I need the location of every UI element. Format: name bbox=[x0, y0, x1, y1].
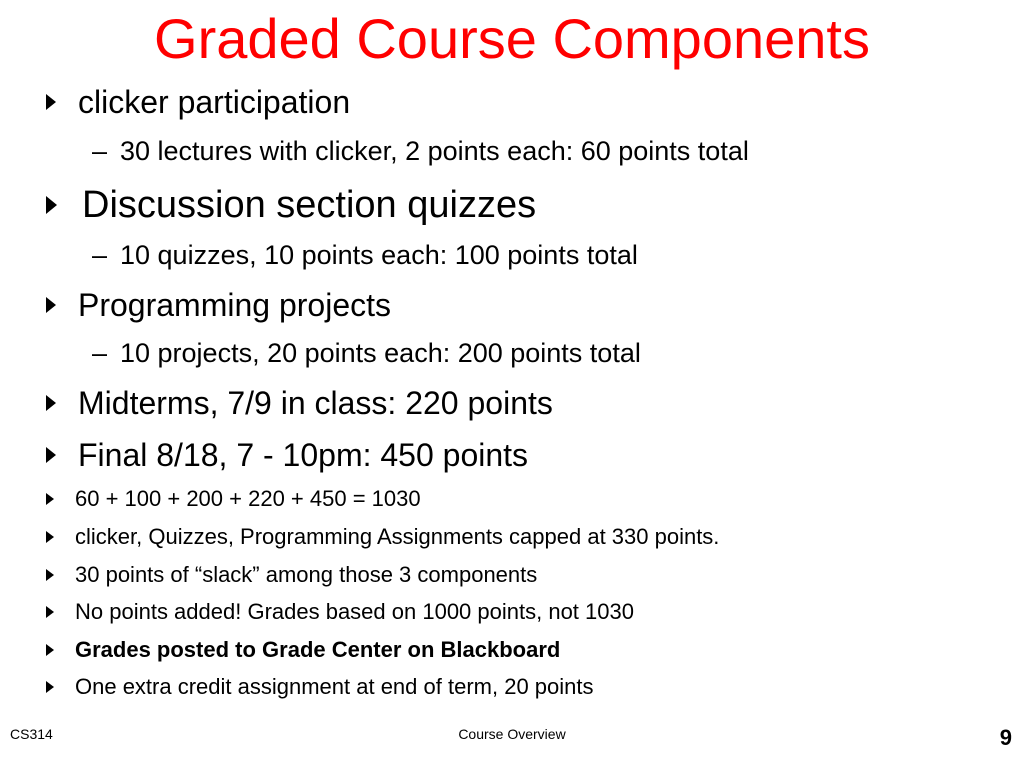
page-number: 9 bbox=[999, 725, 1012, 750]
bullet-text: Final 8/18, 7 - 10pm: 450 points bbox=[78, 437, 529, 473]
bullet-discussion-quizzes bbox=[46, 182, 537, 228]
bullet-points-sum bbox=[46, 484, 421, 514]
bullet-text: Midterms, 7/9 in class: 220 points bbox=[78, 385, 553, 421]
triangle-bullet-icon bbox=[46, 644, 54, 656]
dash-icon: – bbox=[92, 136, 108, 166]
bullet-text: One extra credit assignment at end of term, 20 points bbox=[75, 674, 594, 699]
bullet-final bbox=[46, 435, 529, 475]
bullet-text: clicker, Quizzes, Programming Assignments capped at 330 points. bbox=[75, 524, 720, 549]
bullet-slack bbox=[46, 560, 538, 590]
sub-bullet-project-points bbox=[92, 336, 641, 370]
slide-title: Graded Course Components bbox=[154, 7, 870, 70]
triangle-bullet-icon bbox=[46, 531, 54, 543]
bullet-cap bbox=[46, 522, 720, 552]
bullet-text: Grades posted to Grade Center on Blackboard bbox=[75, 637, 561, 662]
bullet-text: clicker participation bbox=[78, 84, 351, 120]
bullet-clicker-participation bbox=[46, 82, 351, 122]
triangle-bullet-icon bbox=[46, 681, 54, 693]
footer-title: Course Overview bbox=[458, 726, 566, 742]
triangle-bullet-icon bbox=[46, 606, 54, 618]
sub-bullet-text: 10 projects, 20 points each: 200 points total bbox=[120, 338, 641, 368]
bullet-text: 60 + 100 + 200 + 220 + 450 = 1030 bbox=[75, 486, 421, 511]
bullet-text: Discussion section quizzes bbox=[82, 184, 537, 226]
footer-course-code: CS314 bbox=[10, 726, 53, 742]
bullet-grades-posted bbox=[46, 635, 561, 665]
triangle-bullet-icon bbox=[46, 94, 56, 110]
triangle-bullet-icon bbox=[46, 493, 54, 505]
triangle-bullet-icon bbox=[46, 395, 56, 411]
triangle-bullet-icon bbox=[46, 196, 57, 214]
bullet-extra-credit bbox=[46, 672, 594, 702]
bullet-text: No points added! Grades based on 1000 points, not 1030 bbox=[75, 599, 634, 624]
sub-bullet-text: 10 quizzes, 10 points each: 100 points total bbox=[120, 240, 638, 270]
triangle-bullet-icon bbox=[46, 297, 56, 313]
sub-bullet-text: 30 lectures with clicker, 2 points each: 60 points total bbox=[120, 136, 749, 166]
dash-icon: – bbox=[92, 338, 108, 368]
bullet-midterms bbox=[46, 383, 553, 423]
triangle-bullet-icon bbox=[46, 569, 54, 581]
sub-bullet-quiz-points bbox=[92, 238, 638, 272]
triangle-bullet-icon bbox=[46, 447, 56, 463]
bullet-text: Programming projects bbox=[78, 287, 391, 323]
sub-bullet-clicker-points bbox=[92, 134, 749, 168]
bullet-no-points-added bbox=[46, 597, 634, 627]
dash-icon: – bbox=[92, 240, 108, 270]
bullet-programming-projects bbox=[46, 285, 391, 325]
bullet-text: 30 points of “slack” among those 3 components bbox=[75, 562, 538, 587]
